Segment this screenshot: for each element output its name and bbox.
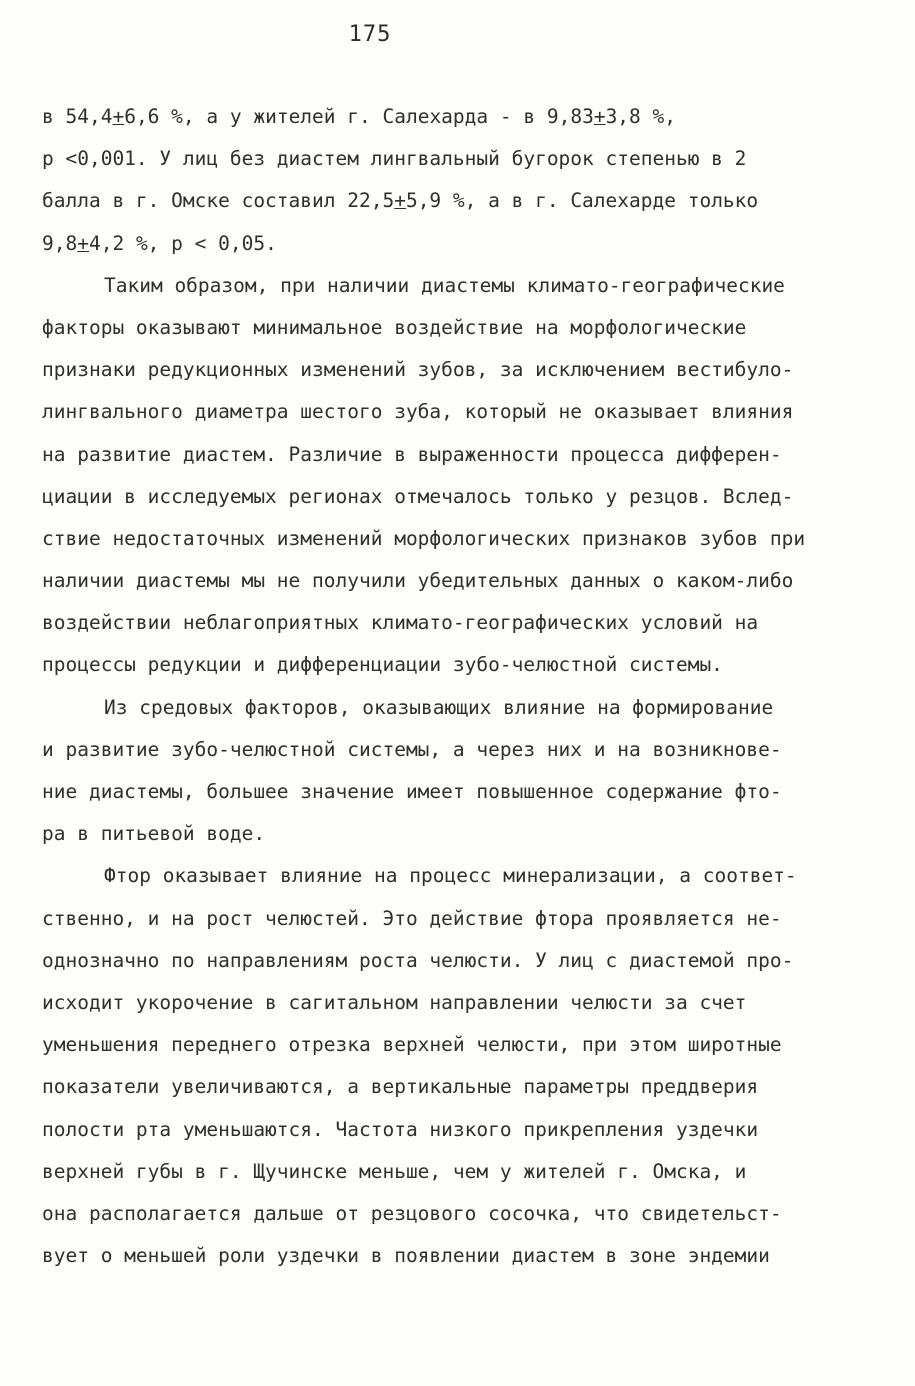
text-line — [42, 1024, 887, 1066]
text-segment: на развитие диастем. Различие в выраженности процесса дифферен- — [42, 442, 782, 466]
text-segment: верхней губы в г. Щучинске меньше, чем у жителей г. Омска, и — [42, 1159, 747, 1183]
text-line — [42, 1151, 887, 1193]
text-line — [42, 476, 887, 518]
text-line — [42, 1193, 887, 1235]
text-segment: в 54,4 — [42, 105, 113, 128]
text-segment: 3,8 %, — [605, 105, 677, 128]
text-line — [42, 180, 887, 222]
text-segment: р <0,001. У лиц без диастем лингвальный бугорок степенью в 2 — [42, 147, 747, 171]
text-segment: 6,6 %, а у жителей г. Салехарда - в 9,83 — [124, 105, 594, 128]
text-segment: 9,8 — [42, 231, 78, 255]
plus-minus-sign: + — [593, 105, 606, 128]
text-segment: воздействии неблагоприятных климато-географических условий на — [42, 611, 759, 635]
text-line — [42, 96, 887, 138]
text-segment: Из средовых факторов, оказывающих влияние на формирование — [104, 695, 774, 719]
text-segment: признаки редукционных изменений зубов, за исключением вестибуло- — [42, 358, 794, 382]
text-segment: и развитие зубо-челюстной системы, а через них и на возникнове- — [42, 737, 782, 761]
text-line — [42, 687, 887, 729]
text-line — [42, 982, 887, 1024]
text-line — [42, 560, 887, 602]
text-line — [42, 518, 887, 560]
text-line — [42, 434, 887, 476]
text-segment: факторы оказывают минимальное воздействие на морфологические — [42, 315, 747, 339]
text-segment: ние диастемы, большее значение имеет повышенное содержание фто- — [42, 780, 782, 803]
text-line — [42, 813, 887, 855]
plus-minus-sign: + — [77, 231, 89, 255]
plus-minus-sign: + — [112, 105, 125, 128]
text-line — [42, 940, 887, 982]
text-segment: ра в питьевой воде. — [42, 822, 266, 846]
text-segment: исходит укорочение в сагитальном направлении челюсти за счет — [42, 990, 747, 1014]
text-segment: циации в исследуемых регионах отмечалось только у резцов. Вслед- — [42, 484, 794, 508]
text-segment: 5,9 %, а в г. Салехарде только — [405, 189, 759, 213]
text-line — [42, 265, 887, 307]
text-segment: вует о меньшей роли уздечки в появлении диастем в зоне эндемии — [42, 1244, 770, 1268]
text-segment: показатели увеличиваются, а вертикальные параметры преддверия — [42, 1075, 759, 1099]
text-line — [42, 644, 887, 686]
text-line — [42, 729, 887, 771]
text-line — [42, 771, 887, 813]
text-line — [42, 1066, 887, 1108]
text-line — [42, 1235, 887, 1277]
text-segment: уменьшения переднего отрезка верхней челюсти, при этом широтные — [42, 1033, 782, 1057]
text-line — [42, 349, 887, 391]
text-segment: наличии диастемы мы не получили убедительных данных о каком-либо — [42, 569, 794, 593]
text-segment: процессы редукции и дифференциации зубо-челюстной системы. — [42, 653, 723, 677]
text-segment: Таким образом, при наличии диастемы климато-географические — [104, 273, 785, 297]
text-segment: 4,2 %, р < 0,05. — [88, 231, 277, 255]
text-line — [42, 307, 887, 349]
body-text — [42, 96, 887, 1277]
text-segment: ственно, и на рост челюстей. Это действие фтора проявляется не- — [42, 906, 782, 930]
text-segment: ствие недостаточных изменений морфологических признаков зубов при — [42, 526, 806, 550]
text-segment: полости рта уменьшаются. Частота низкого прикрепления уздечки — [42, 1117, 759, 1141]
text-segment: однозначно по направлениям роста челюсти. У лиц с диастемой про- — [42, 948, 794, 972]
plus-minus-sign: + — [394, 189, 406, 213]
text-line — [42, 602, 887, 644]
text-line — [42, 855, 887, 897]
text-line — [42, 223, 887, 265]
text-line — [42, 1109, 887, 1151]
text-line — [42, 391, 887, 433]
page-number: 175 — [348, 22, 392, 47]
text-line — [42, 138, 887, 180]
text-segment: она располагается дальше от резцового сосочка, что свидетельст- — [42, 1201, 782, 1225]
text-line — [42, 898, 887, 940]
text-segment: лингвального диаметра шестого зуба, который не оказывает влияния — [42, 400, 794, 424]
text-segment: Фтор оказывает влияние на процесс минерализации, а соответ- — [104, 864, 797, 888]
text-segment: балла в г. Омске составил 22,5 — [42, 189, 395, 213]
